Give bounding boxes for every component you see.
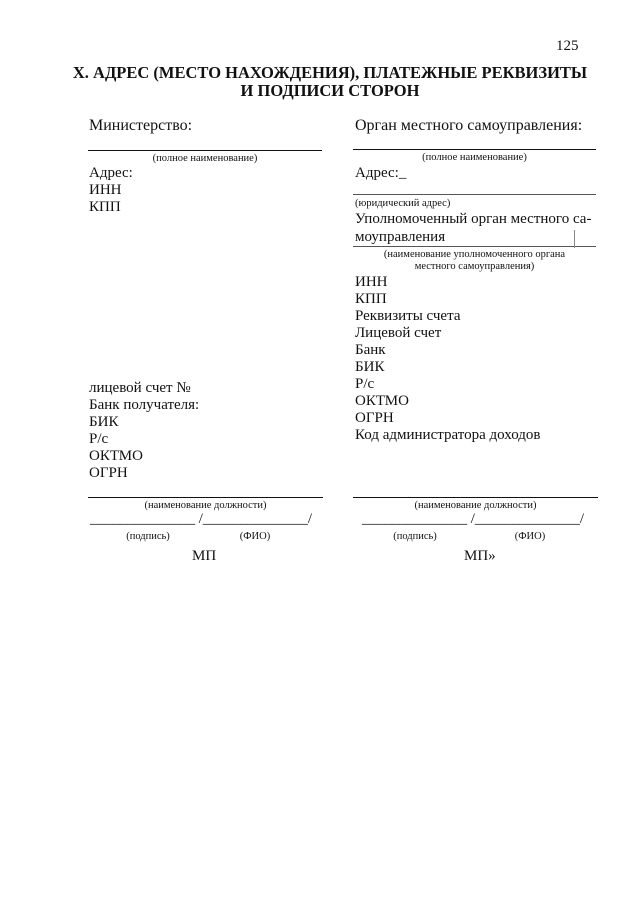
right-authorized-caption-2: местного самоуправления) <box>414 261 535 272</box>
right-field-oktmo: ОКТМО <box>355 393 409 409</box>
right-position-caption: (наименование должности) <box>414 500 537 511</box>
right-authorized-mark <box>574 230 575 248</box>
right-stamp: МП» <box>464 548 496 564</box>
left-signature-line: ______________ /______________/ <box>90 511 313 527</box>
left-field-kpp: КПП <box>89 199 121 215</box>
left-field-ogrn: ОГРН <box>89 465 128 481</box>
right-party-header: Орган местного самоуправления: <box>355 117 583 134</box>
right-field-bank: Банк <box>355 342 386 358</box>
left-stamp: МП <box>192 548 217 564</box>
left-party-header: Министерство: <box>89 117 193 134</box>
left-field-oktmo: ОКТМО <box>89 448 143 464</box>
right-position-line <box>353 497 598 498</box>
left-fio-caption: (ФИО) <box>239 531 271 542</box>
right-field-address: Адрес:_ <box>355 165 407 181</box>
left-field-inn: ИНН <box>89 182 122 198</box>
page-number: 125 <box>556 38 579 54</box>
left-field-account: лицевой счет № <box>89 380 191 396</box>
right-field-ogrn: ОГРН <box>355 410 394 426</box>
right-field-admin-code: Код администратора доходов <box>355 427 541 443</box>
right-field-rs: Р/с <box>355 376 375 392</box>
left-name-line <box>88 150 322 151</box>
right-name-caption: (полное наименование) <box>422 152 527 163</box>
right-field-kpp: КПП <box>355 291 387 307</box>
left-field-rs: Р/с <box>89 431 109 447</box>
right-field-personal-account: Лицевой счет <box>355 325 442 341</box>
right-legal-address-caption: (юридический адрес) <box>355 198 451 209</box>
left-field-bank: Банк получателя: <box>89 397 200 413</box>
left-field-address: Адрес: <box>89 165 133 181</box>
left-field-bik: БИК <box>89 414 119 430</box>
left-fields-bottom <box>89 380 199 482</box>
right-fields <box>355 274 540 444</box>
section-title-line-2: И ПОДПИСИ СТОРОН <box>240 81 420 100</box>
right-fio-caption: (ФИО) <box>514 531 546 542</box>
right-authorized-body-line-2: моуправления <box>355 229 446 245</box>
left-name-caption: (полное наименование) <box>152 153 258 164</box>
left-signature-caption: (подпись) <box>126 531 170 542</box>
section-title-line-1: X. АДРЕС (МЕСТО НАХОЖДЕНИЯ), ПЛАТЕЖНЫЕ РЕКВИЗИТЫ <box>72 63 588 82</box>
right-signature-caption: (подпись) <box>393 531 437 542</box>
left-position-caption: (наименование должности) <box>144 500 267 511</box>
right-field-bik: БИК <box>355 359 385 375</box>
right-authorized-body-line-1: Уполномоченный орган местного са- <box>355 211 592 227</box>
right-field-inn: ИНН <box>355 274 388 290</box>
right-signature-line: ______________ /______________/ <box>362 511 585 527</box>
left-fields-top <box>89 165 133 216</box>
right-address-line <box>353 194 596 195</box>
right-name-line <box>353 149 596 150</box>
right-field-account-details: Реквизиты счета <box>355 308 461 324</box>
left-position-line <box>88 497 323 498</box>
right-authorized-caption-1: (наименование уполномоченного органа <box>383 249 566 260</box>
right-authorized-line <box>353 246 596 247</box>
